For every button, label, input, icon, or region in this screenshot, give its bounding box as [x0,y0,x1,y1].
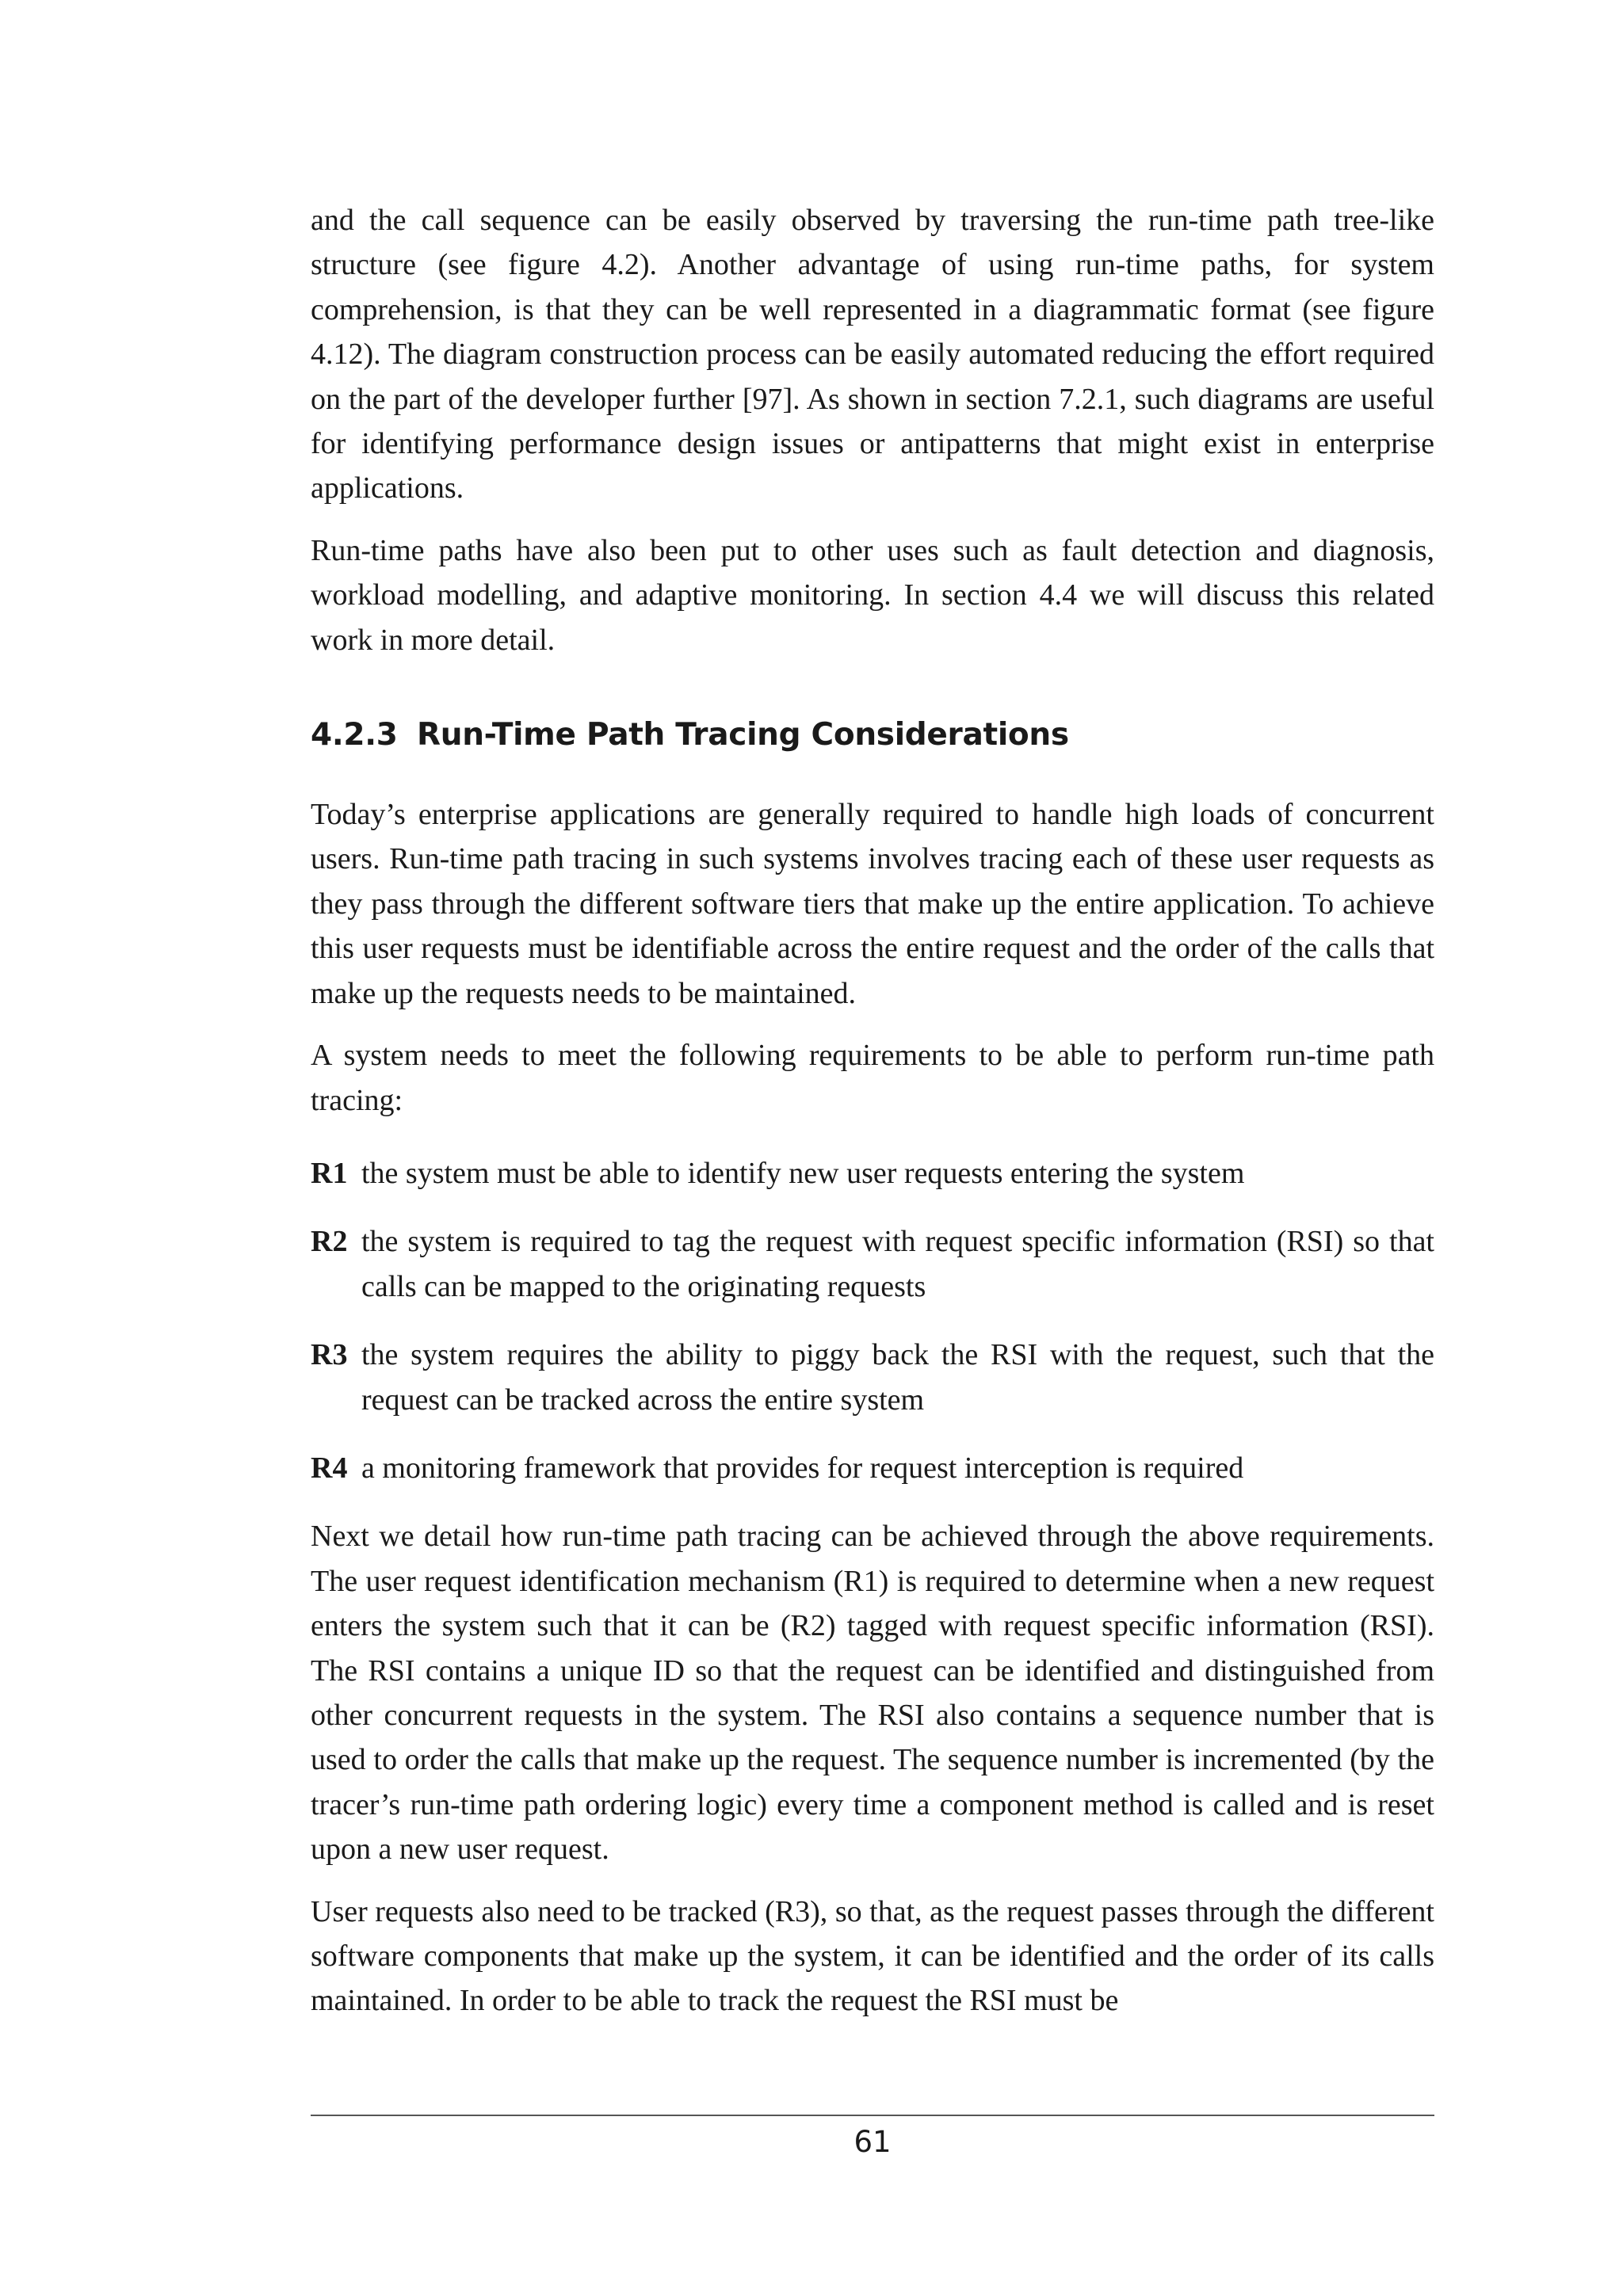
footer-rule [311,2115,1434,2116]
requirement-tag: R3 [311,1338,348,1372]
paragraph-requirements-intro: A system needs to meet the following requirements to be able to perform run-time path tracing: [311,1039,1434,1117]
requirement-tag: R2 [311,1225,348,1259]
paragraph-enterprise-apps: Today’s enterprise applications are generally required to handle high loads of concurrent users. Run-time path tracing in such systems involves tracing each of these user requests as they pass through the different software tiers that make up the entire application. To achieve this user requests must be identifiable across the entire request and the order of the calls that make up the requests needs to be maintained. [311,798,1434,1010]
requirement-r3 [311,1333,1434,1422]
requirement-text: the system must be able to identify new user requests entering the system [361,1156,1245,1190]
requirement-tag: R1 [311,1156,348,1190]
section-number: 4.2.3 [311,717,398,753]
requirement-text: a monitoring framework that provides for request interception is required [361,1451,1244,1485]
requirement-r1 [311,1151,1434,1196]
requirement-r2 [311,1219,1434,1309]
requirement-r4 [311,1446,1434,1490]
section-heading [311,713,1434,757]
requirements-list [311,1151,1434,1490]
requirement-tag: R4 [311,1451,348,1485]
paragraph-request-tracking: User requests also need to be tracked (R3), so that, as the request passes through the different software components that make up the system, it can be identified and the order of its calls maintained. In order to be able to track the request the RSI must be [311,1894,1434,2018]
paragraph-continuation: and the call sequence can be easily observed by traversing the run-time path tree-like structure (see figure 4.2). Another advantage of using run-time paths, for system comprehension, is that they can be well represented in a diagrammatic format (see figure 4.12). The diagram construction process can be easily automated reducing the effort required on the part of the developer further [97]. As shown in section 7.2.1, such diagrams are useful for identifying performance design issues or antipatterns that might exist in enterprise applications. [311,204,1434,505]
page-body [311,198,1434,2023]
section-title: Run-Time Path Tracing Considerations [417,717,1069,753]
page-number: 61 [854,2125,892,2159]
paragraph-related-uses: Run-time paths have also been put to other uses such as fault detection and diagnosis, workload modelling, and adaptive monitoring. In section 4.4 we will discuss this related work in more detail. [311,533,1434,657]
requirement-text: the system requires the ability to piggy back the RSI with the request, such that the request can be tracked across the entire system [361,1338,1434,1417]
paragraph-tracing-details: Next we detail how run-time path tracing can be achieved through the above requirements. The user request identification mechanism (R1) is required to determine when a new request enters the system such that it can be (R2) tagged with request specific information (RSI). The RSI contains a unique ID so that the request can be identified and distinguished from other concurrent requests in the system. The RSI also contains a sequence number that is used to order the calls that make up the request. The sequence number is incremented (by the tracer’s run-time path ordering logic) every time a component method is called and is reset upon a new user request. [311,1520,1434,1867]
requirement-text: the system is required to tag the request with request specific information (RSI) so that calls can be mapped to the originating requests [361,1225,1434,1303]
